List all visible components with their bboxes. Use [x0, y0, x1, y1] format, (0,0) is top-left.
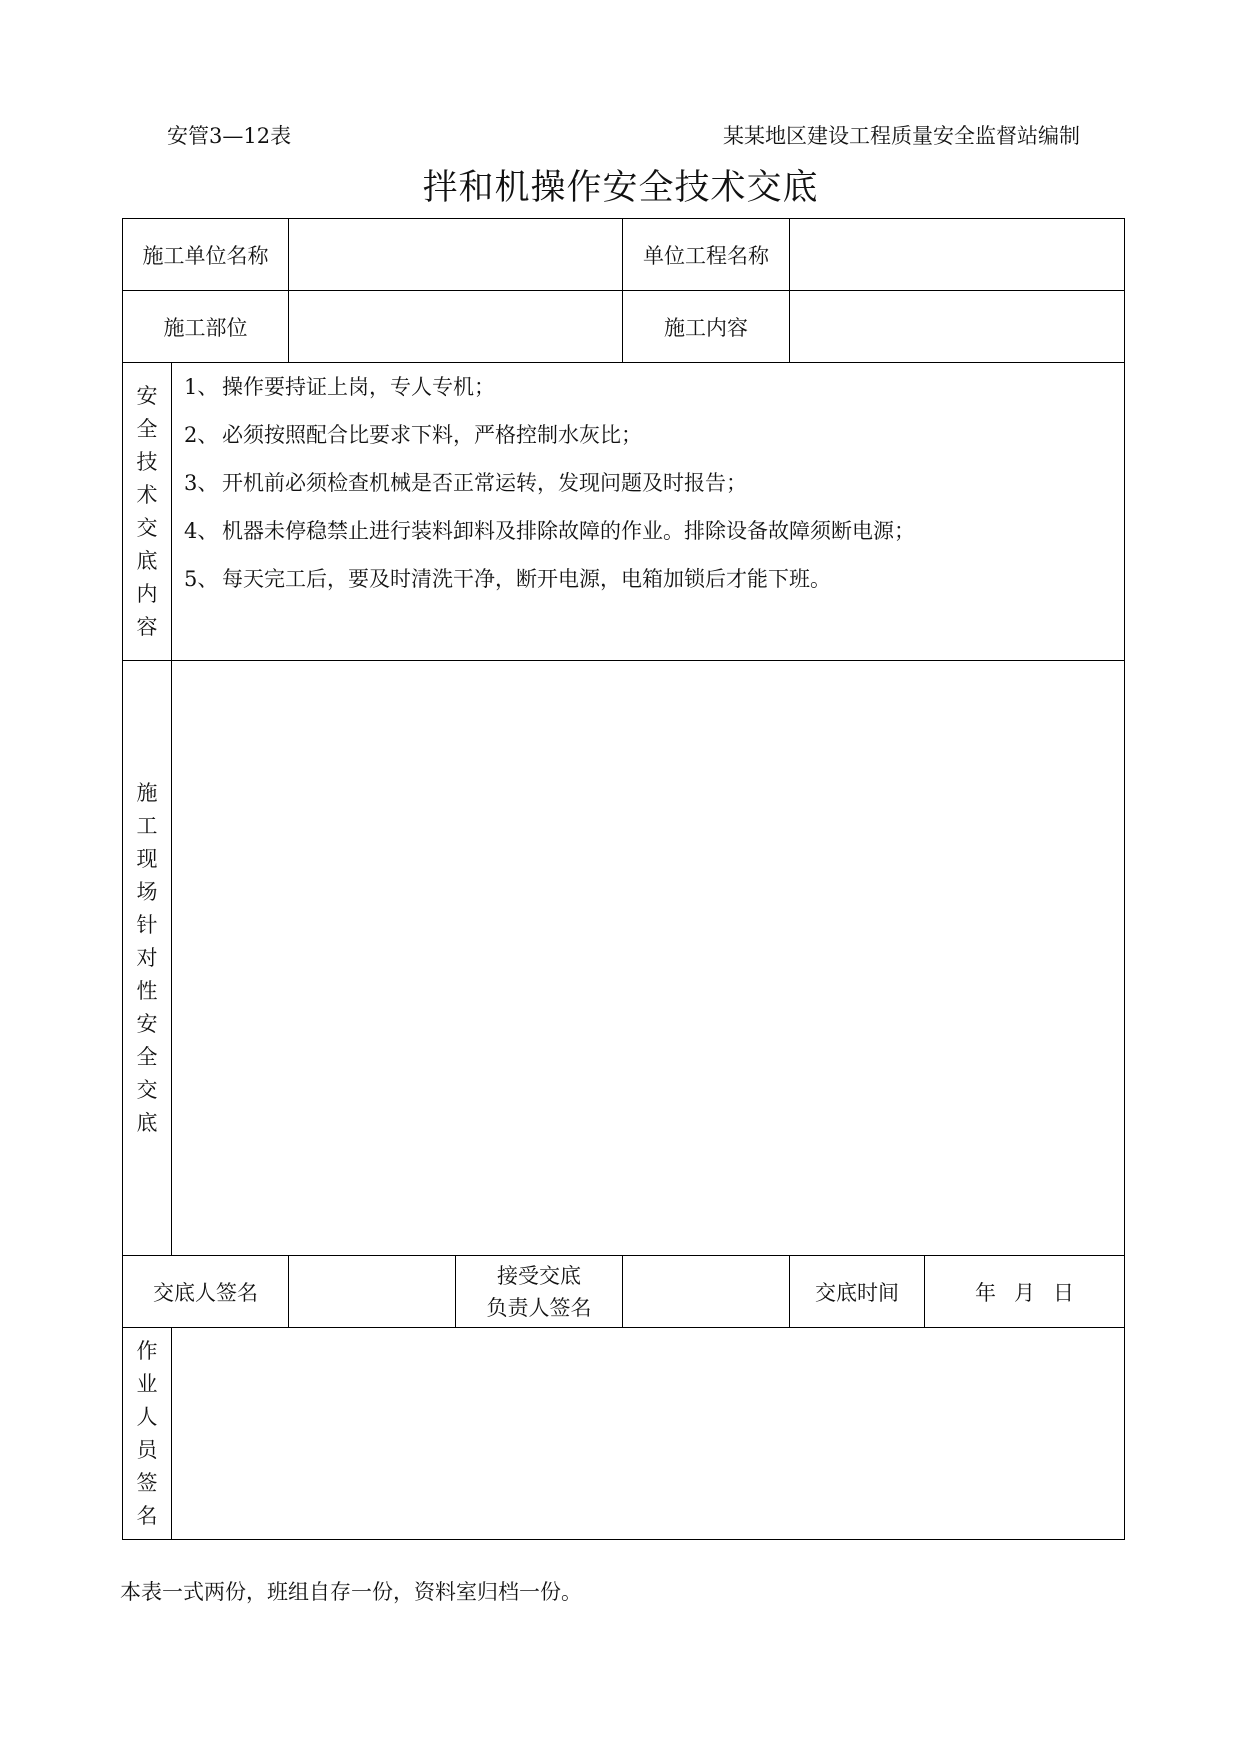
safety-item: 5、 每天完工后，要及时清洗干净，断开电源，电箱加锁后才能下班。: [184, 567, 831, 591]
discloser-signature-field[interactable]: [289, 1256, 456, 1328]
safety-items: [172, 363, 1125, 661]
form-row-unit: [123, 219, 1125, 291]
safety-item: 4、 机器未停稳禁止进行装料卸料及排除故障的作业。排除设备故障须断电源；: [184, 519, 915, 543]
publisher: 某某地区建设工程质量安全监督站编制: [723, 124, 1080, 148]
form-row-location: [123, 291, 1125, 363]
document-title: 拌和机操作安全技术交底: [422, 168, 819, 208]
safety-disclosure-label: 安 全 技 术 交 底 内 容: [123, 363, 172, 661]
form-code: 安管3—12表: [167, 124, 292, 148]
safety-item: 2、 必须按照配合比要求下料，严格控制水灰比；: [184, 423, 642, 447]
onsite-disclosure-label: 施 工 现 场 针 对 性 安 全 交 底: [123, 661, 172, 1256]
footnote: 本表一式两份，班组自存一份，资料室归档一份。: [120, 1580, 582, 1604]
onsite-disclosure-row: [123, 661, 1125, 1256]
disclosure-time-label: 交底时间: [790, 1256, 925, 1328]
construction-content-field[interactable]: [790, 291, 1125, 363]
workers-signature-field[interactable]: [172, 1328, 1125, 1540]
safety-item: 1、 操作要持证上岗，专人专机；: [184, 375, 495, 399]
project-name-field[interactable]: [790, 219, 1125, 291]
receiver-signature-label: 接受交底 负责人签名: [456, 1256, 623, 1328]
project-name-label: 单位工程名称: [623, 219, 790, 291]
safety-item: 3、 开机前必须检查机械是否正常运转，发现问题及时报告；: [184, 471, 747, 495]
construction-unit-field[interactable]: [289, 219, 623, 291]
construction-unit-label: 施工单位名称: [123, 219, 289, 291]
disclosure-date-field[interactable]: 年 月 日: [925, 1256, 1125, 1328]
safety-disclosure-row: [123, 363, 1125, 661]
discloser-signature-label: 交底人签名: [123, 1256, 289, 1328]
construction-location-label: 施工部位: [123, 291, 289, 363]
receiver-signature-field[interactable]: [623, 1256, 790, 1328]
onsite-disclosure-field[interactable]: [172, 661, 1125, 1256]
construction-location-field[interactable]: [289, 291, 623, 363]
workers-signature-row: [123, 1328, 1125, 1540]
construction-content-label: 施工内容: [623, 291, 790, 363]
workers-signature-label: 作 业 人 员 签 名: [123, 1328, 172, 1540]
signature-row: [123, 1256, 1125, 1328]
disclosure-form: [122, 218, 1125, 1540]
